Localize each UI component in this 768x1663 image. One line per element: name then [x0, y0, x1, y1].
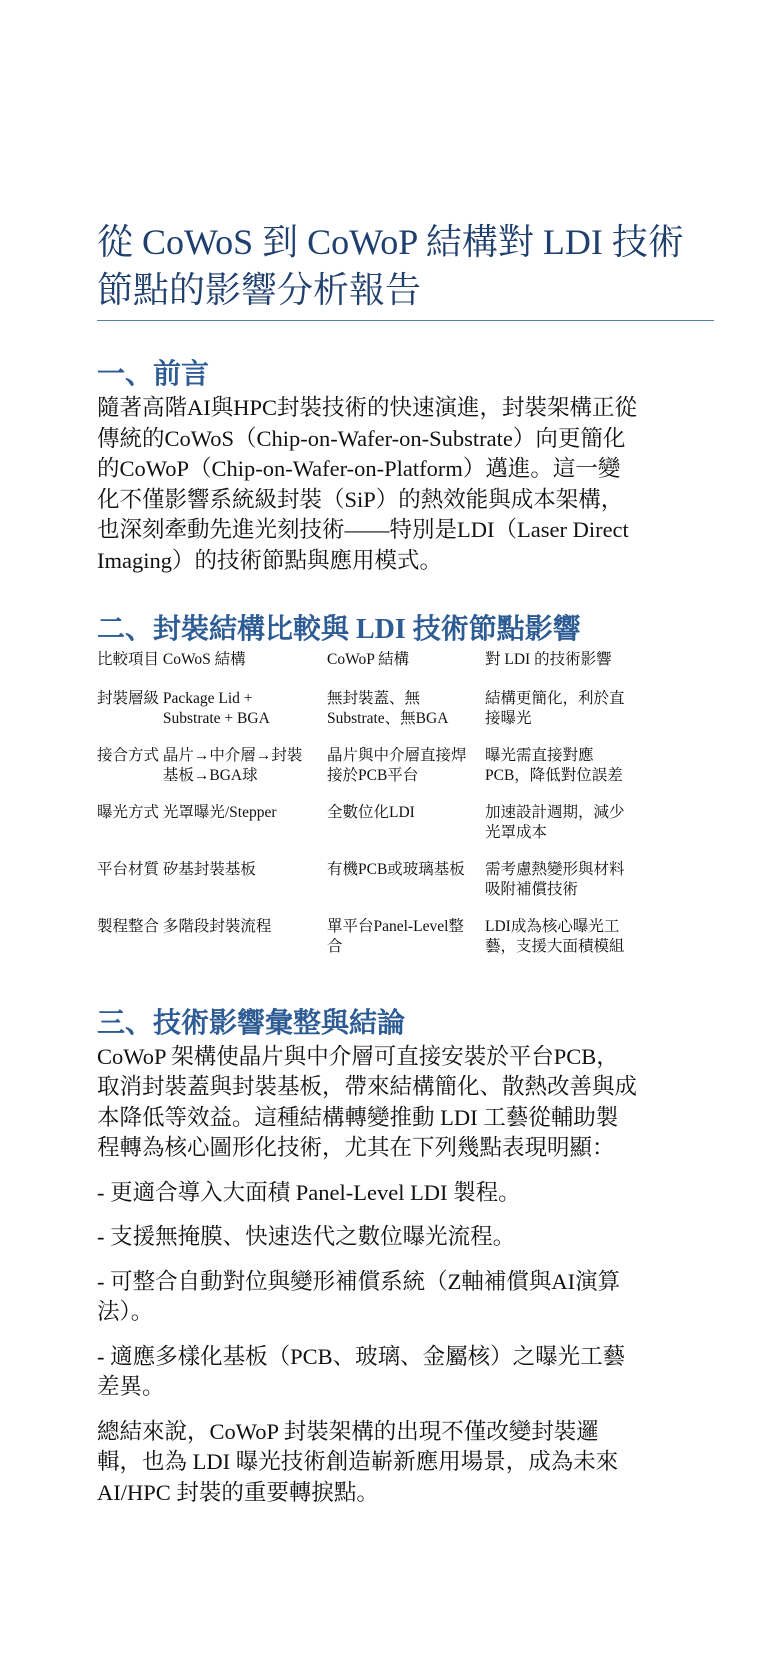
table-cell: 結構更簡化，利於直 接曝光	[485, 689, 625, 727]
table-cell: 加速設計週期，減少 光罩成本	[485, 803, 625, 841]
report-page	[97, 218, 714, 1508]
table-row	[97, 689, 657, 730]
table-cell: 接合方式 晶片→中介層→封裝 基板→BGA球	[97, 746, 303, 784]
table-cell: 全數位化LDI	[327, 803, 415, 821]
report-title: 從 CoWoS 到 CoWoP 結構對 LDI 技術 節點的影響分析報告	[97, 218, 714, 321]
table-row	[97, 803, 657, 844]
comparison-table	[97, 650, 657, 958]
table-row	[97, 746, 657, 787]
conclusion-paragraph: 總結來說，CoWoP 封裝架構的出現不僅改變封裝邏 輯，也為 LDI 曝光技術創造嶄新應用場景，成為未來 AI/HPC 封裝的重要轉捩點。	[97, 1418, 619, 1505]
table-header-cell: 比較項目 CoWoS 結構	[97, 651, 246, 668]
section-heading-conclusion: 三、技術影響彙整與結論	[97, 1007, 406, 1039]
table-header-row	[97, 650, 657, 671]
bullet-item: - 更適合導入大面積 Panel-Level LDI 製程。	[97, 1179, 521, 1205]
table-cell: 晶片與中介層直接焊 接於PCB平台	[327, 746, 467, 784]
bullet-item: - 適應多樣化基板（PCB、玻璃、金屬核）之曝光工藝 差異。	[97, 1343, 626, 1399]
table-header-cell: 對 LDI 的技術影響	[485, 651, 612, 668]
bullet-item: - 可整合自動對位與變形補償系統（Z軸補償與AI演算 法）。	[97, 1268, 621, 1324]
table-row	[97, 917, 657, 958]
table-cell: 平台材質 矽基封裝基板	[97, 860, 256, 878]
table-cell: 曝光需直接對應 PCB，降低對位誤差	[485, 746, 623, 784]
bullet-item: - 支援無掩膜、快速迭代之數位曝光流程。	[97, 1224, 516, 1249]
table-cell: 單平台Panel-Level整 合	[327, 917, 464, 955]
table-cell: 有機PCB或玻璃基板	[327, 860, 465, 878]
table-row	[97, 860, 657, 901]
section-heading-comparison: 二、封裝結構比較與 LDI 技術節點影響	[97, 614, 581, 645]
table-header-cell: CoWoP 結構	[327, 651, 410, 668]
section-heading-intro: 一、前言	[97, 359, 210, 390]
table-cell: 無封裝蓋、無 Substrate、無BGA	[327, 689, 449, 727]
conclusion-intro-paragraph: CoWoP 架構使晶片與中介層可直接安裝於平台PCB， 取消封裝蓋與封裝基板，帶來結構簡化、散熱改善與成 本降低等效益。這種結構轉變推動 LDI 工藝從輔助製 程轉為核心圖形化技術，尤其在下列幾點表現明顯：	[97, 1043, 638, 1160]
table-cell: 封裝層級 Package Lid + Substrate + BGA	[97, 689, 270, 727]
table-cell: LDI成為核心曝光工 藝，支援大面積模組	[485, 917, 625, 955]
table-cell: 曝光方式 光罩曝光/Stepper	[97, 803, 277, 821]
table-cell: 需考慮熱變形與材料 吸附補償技術	[485, 860, 625, 898]
intro-paragraph: 隨著高階AI與HPC封裝技術的快速演進，封裝架構正從 傳統的CoWoS（Chip-on-Wafer-on-Substrate）向更簡化 的CoWoP（Chip-on-Wafer-on-Platform）邁進。這一變 化不僅影響系統級封裝（SiP）的熱效能與成本架構， 也深刻牽動先進光刻技術——特別是LDI（Laser Direct Imaging）的技術節點與應用模式。	[97, 395, 638, 573]
table-cell: 製程整合 多階段封裝流程	[97, 917, 272, 935]
